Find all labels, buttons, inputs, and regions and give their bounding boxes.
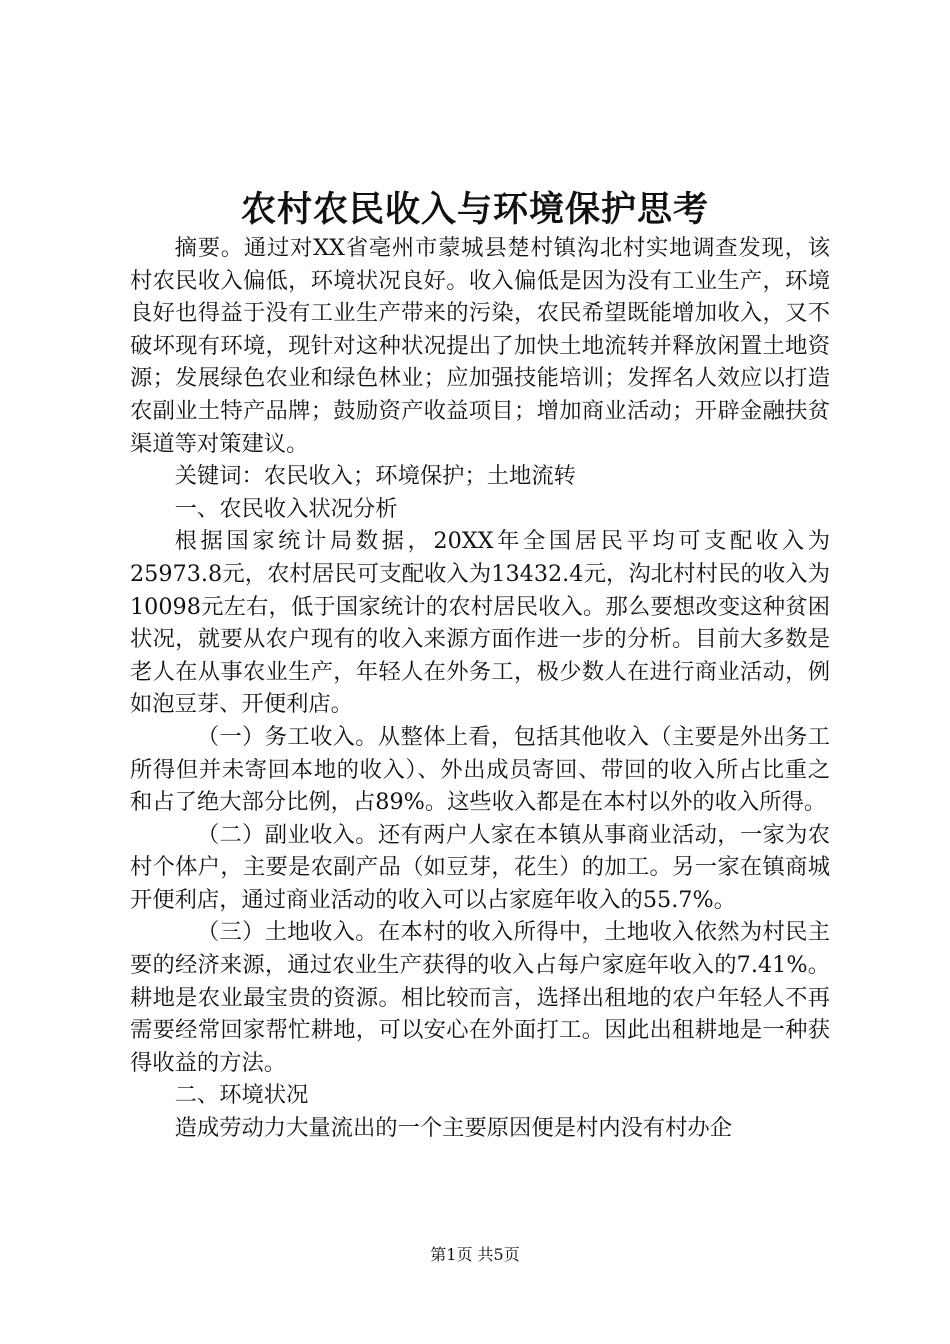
document-title: 农村农民收入与环境保护思考 [240, 189, 709, 230]
abstract-paragraph: 摘要。通过对XX省亳州市蒙城县楚村镇沟北村实地调查发现，该村农民收入偏低，环境状况良好。收入偏低是因为没有工业生产，环境良好也得益于没有工业生产带来的污染，农民希望既能增加收入，又不破坏现有环境，现针对这种状况提出了加快土地流转并释放闲置土地资源；发展绿色农业和绿色林业；应加强技能培训；发挥名人效应以打造农副业土特产品牌；鼓励资产收益项目；增加商业活动；开辟金融扶贫渠道等对策建议。 [130, 235, 830, 457]
environment-intro-paragraph: 造成劳动力大量流出的一个主要原因便是村内没有村办企 [174, 1115, 733, 1142]
work-income-paragraph: （一）务工收入。从整体上看，包括其他收入（主要是外出务工所得但并未寄回本地的收入）、外出成员寄回、带回的收入所占比重之和占了绝大部分比例，占89%。这些收入都是在本村以外的收入所得。 [130, 723, 830, 816]
side-income-paragraph: （二）副业收入。还有两户人家在本镇从事商业活动，一家为农村个体户，主要是农副产品（如豆芽，花生）的加工。另一家在镇商城开便利店，通过商业活动的收入可以占家庭年收入的55.7%。 [130, 821, 830, 913]
land-income-paragraph: （三）土地收入。在本村的收入所得中，土地收入依然为村民主要的经济来源，通过农业生产获得的收入占每户家庭年收入的7.41%。耕地是农业最宝贵的资源。相比较而言，选择出租地的农户年轻人不再需要经常回家帮忙耕地，可以安心在外面打工。因此出租耕地是一种获得收益的方法。 [130, 919, 830, 1076]
income-intro-paragraph: 根据国家统计局数据，20XX年全国居民平均可支配收入为25973.8元，农村居民可支配收入为13432.4元，沟北村村民的收入为10098元左右，低于国家统计的农村居民收入。那么要想改变这种贫困状况，就要从农户现有的收入来源方面作进一步的分析。目前大多数是老人在从事农业生产，年轻人在外务工，极少数人在进行商业活动，例如泡豆芽、开便利店。 [130, 528, 830, 718]
document-body [130, 232, 830, 1145]
keywords-paragraph: 关键词：农民收入；环境保护；土地流转 [174, 463, 576, 490]
section-heading-environment: 二、环境状况 [174, 1082, 309, 1109]
page-number-footer: 第1页 共5页 [430, 1245, 520, 1264]
section-heading-income: 一、农民收入状况分析 [174, 495, 398, 522]
